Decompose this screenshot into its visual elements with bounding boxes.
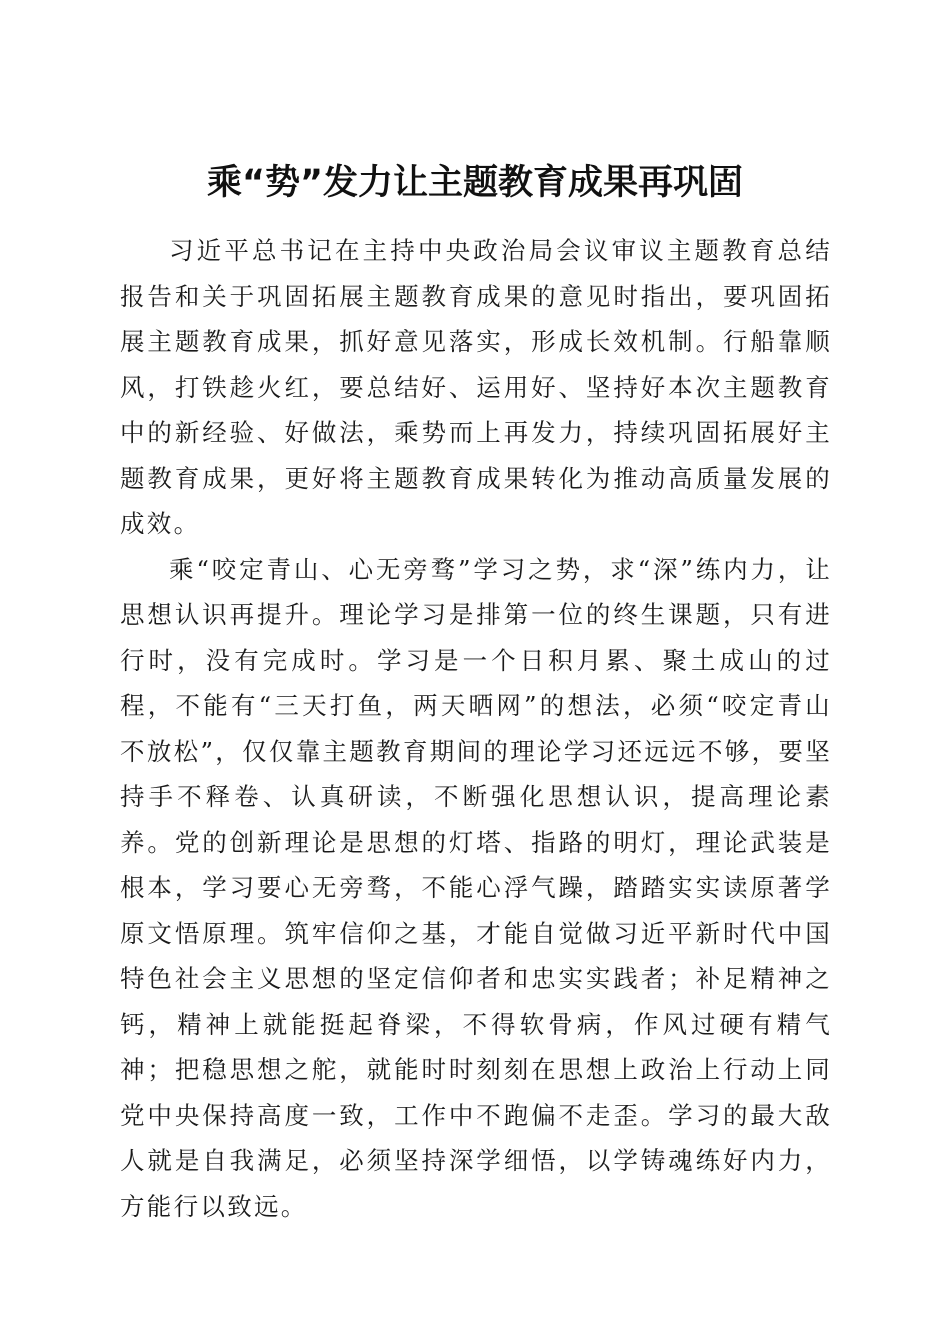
document-title: 乘“势”发力让主题教育成果再巩固 [206,163,743,204]
document-body [120,228,832,1229]
paragraph-study: 乘“咬定青山、心无旁骛”学习之势，求“深”练内力，让思想认识再提升。理论学习是排第一位的终生课题，只有进行时，没有完成时。学习是一个日积月累、聚土成山的过程，不能有“三天打鱼，两天晒网”的想法，必须“咬定青山不放松”，仅仅靠主题教育期间的理论学习还远远不够，要坚持手不释卷、认真研读，不断强化思想认识，提高理论素养。党的创新理论是思想的灯塔、指路的明灯，理论武装是根本，学习要心无旁骛，不能心浮气躁，踏踏实实读原著学原文悟原理。筑牢信仰之基，才能自觉做习近平新时代中国特色社会主义思想的坚定信仰者和忠实实践者；补足精神之钙，精神上就能挺起脊梁，不得软骨病，作风过硬有精气神；把稳思想之舵，就能时时刻刻在思想上政治上行动上同党中央保持高度一致，工作中不跑偏不走歪。学习的最大敌人就是自我满足，必须坚持深学细悟，以学铸魂练好内力，方能行以致远。 [120,554,832,1221]
paragraph-intro: 习近平总书记在主持中央政治局会议审议主题教育总结报告和关于巩固拓展主题教育成果的意见时指出，要巩固拓展主题教育成果，抓好意见落实，形成长效机制。行船靠顺风，打铁趁火红，要总结好、运用好、坚持好本次主题教育中的新经验、好做法，乘势而上再发力，持续巩固拓展好主题教育成果，更好将主题教育成果转化为推动高质量发展的成效。 [120,236,832,538]
